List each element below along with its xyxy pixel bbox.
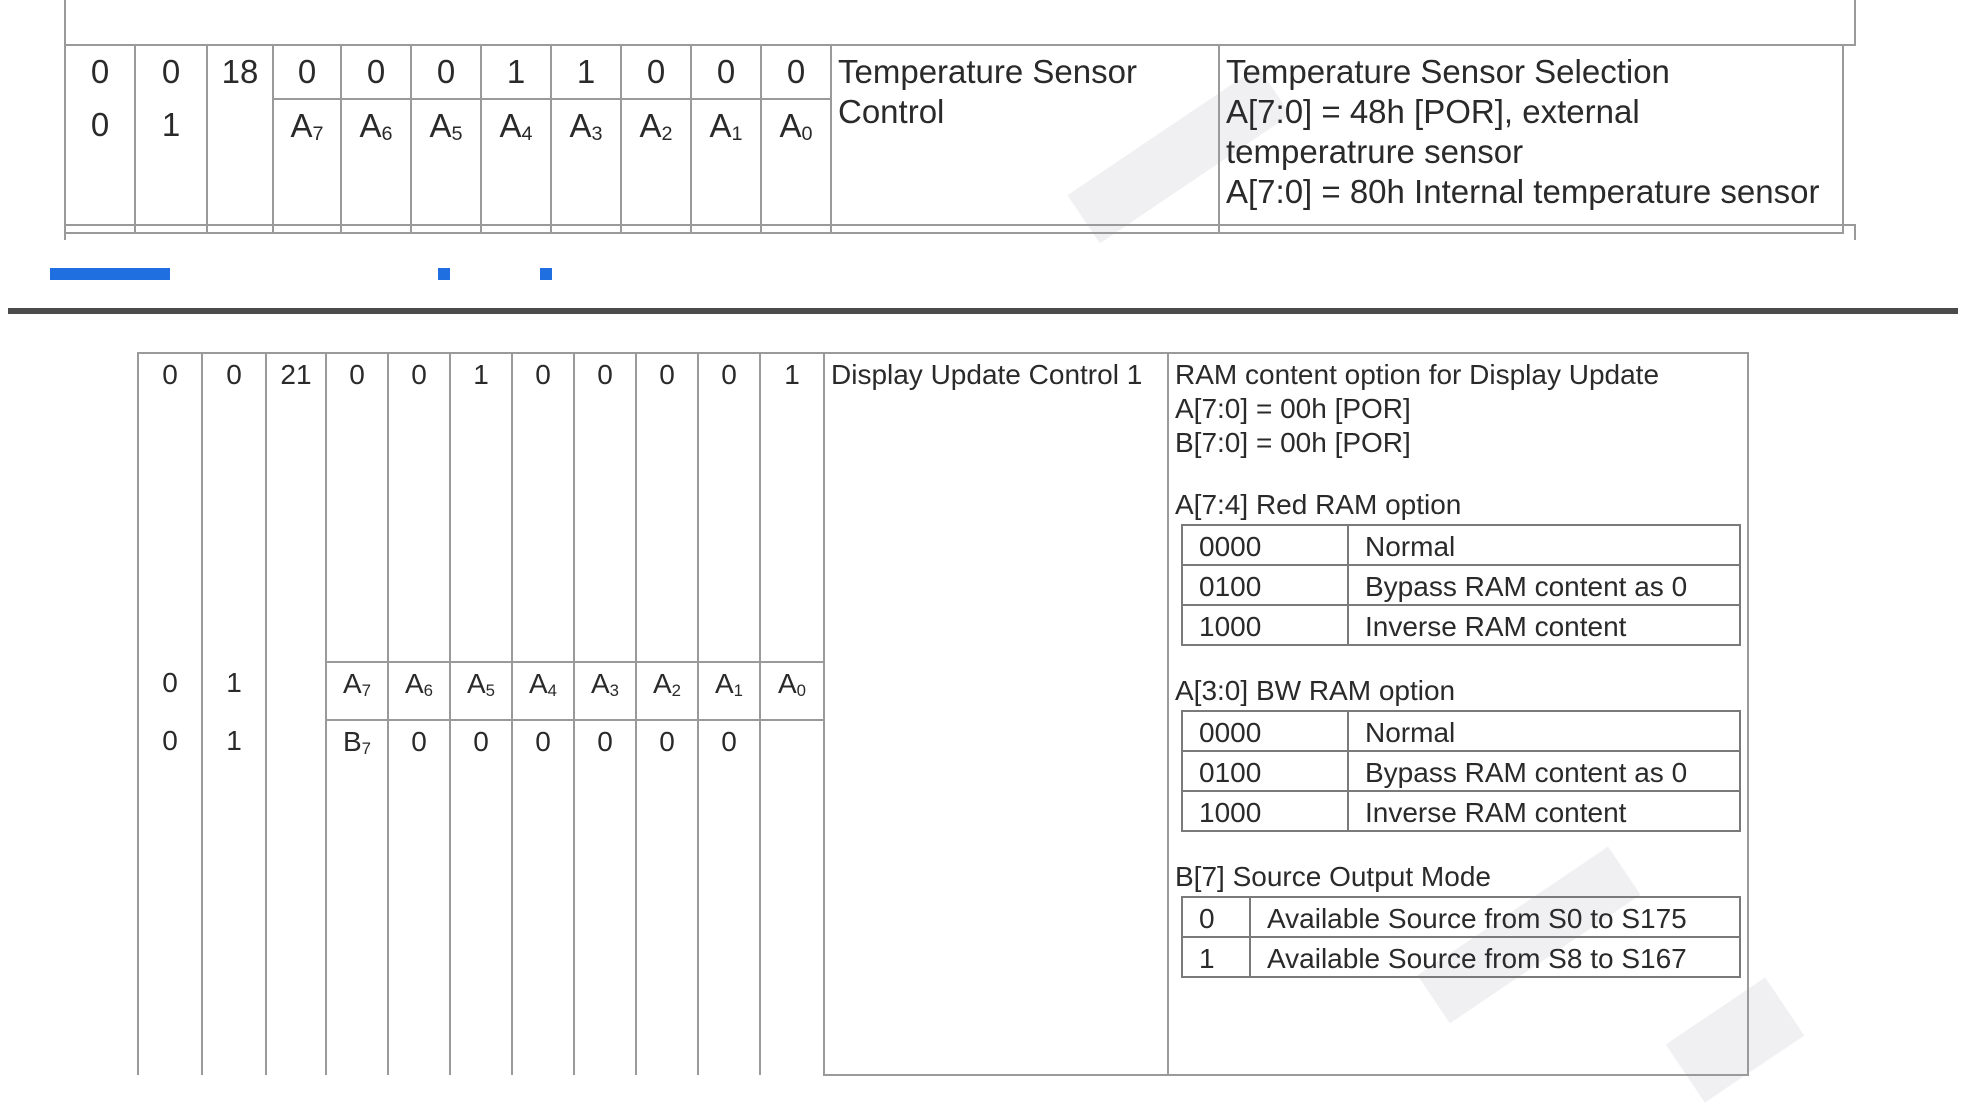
cell-dc: 0 (138, 353, 202, 662)
option-label: Bypass RAM content as 0 (1348, 565, 1740, 605)
cell-d0: 0 (761, 45, 831, 99)
cell-dc: 0 (138, 662, 202, 720)
cell-d6: 0 (341, 45, 411, 99)
command-name: Temperature Sensor Control (831, 45, 1219, 233)
cell-bit-a0: $A_0$ (760, 662, 824, 720)
cell-d7: 0 (273, 45, 341, 99)
blue-heading-fragment (540, 268, 552, 280)
cell-hex (266, 662, 326, 720)
table-row (138, 353, 1748, 662)
cell-d5: 0 (411, 45, 481, 99)
table-row (1182, 565, 1740, 605)
blue-heading-fragment (438, 268, 450, 280)
cell-bit-a5: $A_5$ (450, 662, 512, 720)
option-code: 1 (1182, 937, 1250, 977)
next-row-fragment (64, 224, 1856, 240)
cell-rw: 1 (135, 99, 207, 233)
cell-bit-a4: $A_4$ (512, 662, 574, 720)
cell-bit-a2: $A_2$ (621, 99, 691, 233)
cell-bit-a6: $A_6$ (341, 99, 411, 233)
table-row (65, 45, 1843, 99)
table-row (1182, 711, 1740, 751)
cell-bit-a7: $A_7$ (273, 99, 341, 233)
cell-d0: 1 (760, 353, 824, 662)
cell-hex (266, 720, 326, 1075)
cell-bit-a6: $A_6$ (388, 662, 450, 720)
option-label: Normal (1348, 711, 1740, 751)
option-code: 0100 (1182, 751, 1348, 791)
option-label: Inverse RAM content (1348, 791, 1740, 831)
display-update-command-table (137, 352, 1749, 1076)
cell-d2: 0 (621, 45, 691, 99)
option-code: 0000 (1182, 525, 1348, 565)
cell-d4: 0 (512, 720, 574, 1075)
bw-ram-title: A[3:0] BW RAM option (1175, 675, 1456, 706)
cell-d3: 0 (574, 720, 636, 1075)
cell-bit-a0: $A_0$ (761, 99, 831, 233)
source-output-mode-table (1181, 896, 1741, 978)
cell-d1: 0 (698, 353, 760, 662)
table-row (1182, 525, 1740, 565)
cell-hex (207, 99, 273, 233)
description-line: A[7:0] = 80h Internal temperature sensor (1226, 173, 1820, 210)
cell-rw: 1 (202, 662, 266, 720)
option-label: Normal (1348, 525, 1740, 565)
description-line: A[7:0] = 00h [POR] (1175, 393, 1411, 424)
table-row (1182, 751, 1740, 791)
option-code: 0100 (1182, 565, 1348, 605)
cell-d6: 0 (388, 720, 450, 1075)
cell-rw: 1 (202, 720, 266, 1075)
section-divider (8, 308, 1958, 314)
description-title: RAM content option for Display Update (1175, 359, 1660, 390)
option-code: 1000 (1182, 791, 1348, 831)
option-label: Available Source from S0 to S175 (1250, 897, 1740, 937)
table-row (1182, 605, 1740, 645)
cell-bit-a1: $A_1$ (691, 99, 761, 233)
cell-d2: 0 (636, 353, 698, 662)
option-code: 1000 (1182, 605, 1348, 645)
command-description (1219, 45, 1843, 233)
cell-d4: 1 (481, 45, 551, 99)
cell-rw: 0 (135, 45, 207, 99)
cell-d2: 0 (636, 720, 698, 1075)
cell-hex: 18 (207, 45, 273, 99)
cell-bit-a1: $A_1$ (698, 662, 760, 720)
description-line: Temperature Sensor Selection (1226, 53, 1670, 90)
cell-dc: 0 (65, 45, 135, 99)
command-name: Display Update Control 1 (824, 353, 1168, 1075)
cell-bit-a3: $A_3$ (551, 99, 621, 233)
cell-d5: 0 (450, 720, 512, 1075)
cell-bit-b7: $B_7$ (326, 720, 388, 1075)
bw-ram-option-table (1181, 710, 1741, 832)
cell-bit-a2: $A_2$ (636, 662, 698, 720)
cell-d1: 0 (698, 720, 760, 1075)
cell-bit-a3: $A_3$ (574, 662, 636, 720)
option-code: 0000 (1182, 711, 1348, 751)
cell-dc: 0 (65, 99, 135, 233)
cell-rw: 0 (202, 353, 266, 662)
cell-d0 (760, 720, 824, 1075)
cell-d5: 1 (450, 353, 512, 662)
cell-d7: 0 (326, 353, 388, 662)
red-ram-option-table (1181, 524, 1741, 646)
cell-d6: 0 (388, 353, 450, 662)
cell-bit-a4: $A_4$ (481, 99, 551, 233)
cell-hex: 21 (266, 353, 326, 662)
table-row (1182, 937, 1740, 977)
cell-d4: 0 (512, 353, 574, 662)
option-code: 0 (1182, 897, 1250, 937)
cell-d3: 1 (551, 45, 621, 99)
option-label: Bypass RAM content as 0 (1348, 751, 1740, 791)
table-row (1182, 897, 1740, 937)
source-output-title: B[7] Source Output Mode (1175, 861, 1491, 892)
previous-row-fragment (64, 0, 1856, 46)
temperature-sensor-command-table (64, 44, 1844, 234)
command-description (1168, 353, 1748, 1075)
red-ram-title: A[7:4] Red RAM option (1175, 489, 1462, 520)
table-row (1182, 791, 1740, 831)
cell-d3: 0 (574, 353, 636, 662)
blue-heading-fragment (50, 268, 170, 280)
cell-bit-a5: $A_5$ (411, 99, 481, 233)
description-line: B[7:0] = 00h [POR] (1175, 427, 1411, 458)
cell-bit-a7: $A_7$ (326, 662, 388, 720)
option-label: Inverse RAM content (1348, 605, 1740, 645)
cell-d1: 0 (691, 45, 761, 99)
description-line: A[7:0] = 48h [POR], external temperatrure sensor (1226, 93, 1640, 170)
option-label: Available Source from S8 to S167 (1250, 937, 1740, 977)
cell-dc: 0 (138, 720, 202, 1075)
